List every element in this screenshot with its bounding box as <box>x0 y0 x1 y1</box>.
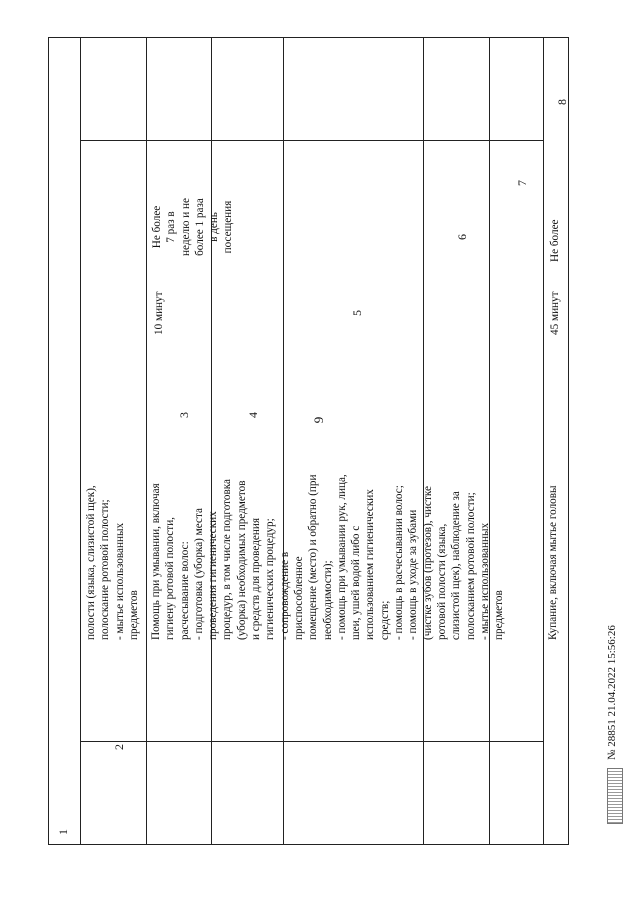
row3-duration: 45 минут <box>549 291 561 335</box>
col-line <box>211 37 212 845</box>
header-col-4: 4 <box>246 412 260 418</box>
col-line <box>80 37 81 845</box>
row3-col3-text: Купание, включая мытье головы <box>547 485 559 640</box>
col-line <box>543 37 544 845</box>
row2-col3-text: Помощь при умывании, включая гигиену ротовой полости, расчесывание волос: - подготовка (уборка) места проведения гигиенических процедур, в том числе подготовка (уборка) необходимых предметов и средств для проведения гигиенических процедур; - сопровождение в приспособленное помещение (место) и обратно (при необходимости); - помощь при умывании рук, лица, шеи, ушей водой либо с использованием гигиенических средств; - помощь в расчесывании волос; - помощь в уходе за зубами (чистке зубов (протезов), чистке ротовой полости (языка, слизистой щек), наблюдение за полосканием ротовой полости; - мытье использованных предметов <box>150 474 506 640</box>
table-border-left <box>48 37 49 845</box>
row2-duration: 10 минут <box>153 291 165 335</box>
header-col-7: 7 <box>515 180 529 186</box>
col-line <box>283 37 284 845</box>
header-col-6: 6 <box>455 234 469 240</box>
col-line <box>489 37 490 845</box>
row-line <box>80 741 543 742</box>
header-col-8: 8 <box>555 99 569 105</box>
page-number: 9 <box>311 416 326 424</box>
row1-col3-text: полости (языка, слизистой щек), полоскание ротовой полости; - мытье использованных предметов <box>85 485 140 640</box>
row-line <box>80 140 543 141</box>
header-col-5: 5 <box>350 310 364 316</box>
col-line <box>423 37 424 845</box>
row2-frequency: Не более 7 раз в неделю и не более 1 раза в день посещения <box>151 198 235 256</box>
footer-doc-info <box>606 625 618 760</box>
col-line <box>146 37 147 845</box>
header-col-3: 3 <box>177 412 191 418</box>
header-col-2: 2 <box>112 744 126 750</box>
header-col-1: 1 <box>56 829 70 835</box>
table-border-top <box>48 37 568 38</box>
footer-doc-number: № 28851 <box>606 719 618 760</box>
table-border-bottom <box>48 844 568 845</box>
registration-stamp-icon <box>607 768 623 824</box>
table-border-right <box>568 37 569 845</box>
row3-frequency: Не более <box>549 219 561 262</box>
footer-timestamp: 21.04.2022 15:56:26 <box>606 625 618 717</box>
